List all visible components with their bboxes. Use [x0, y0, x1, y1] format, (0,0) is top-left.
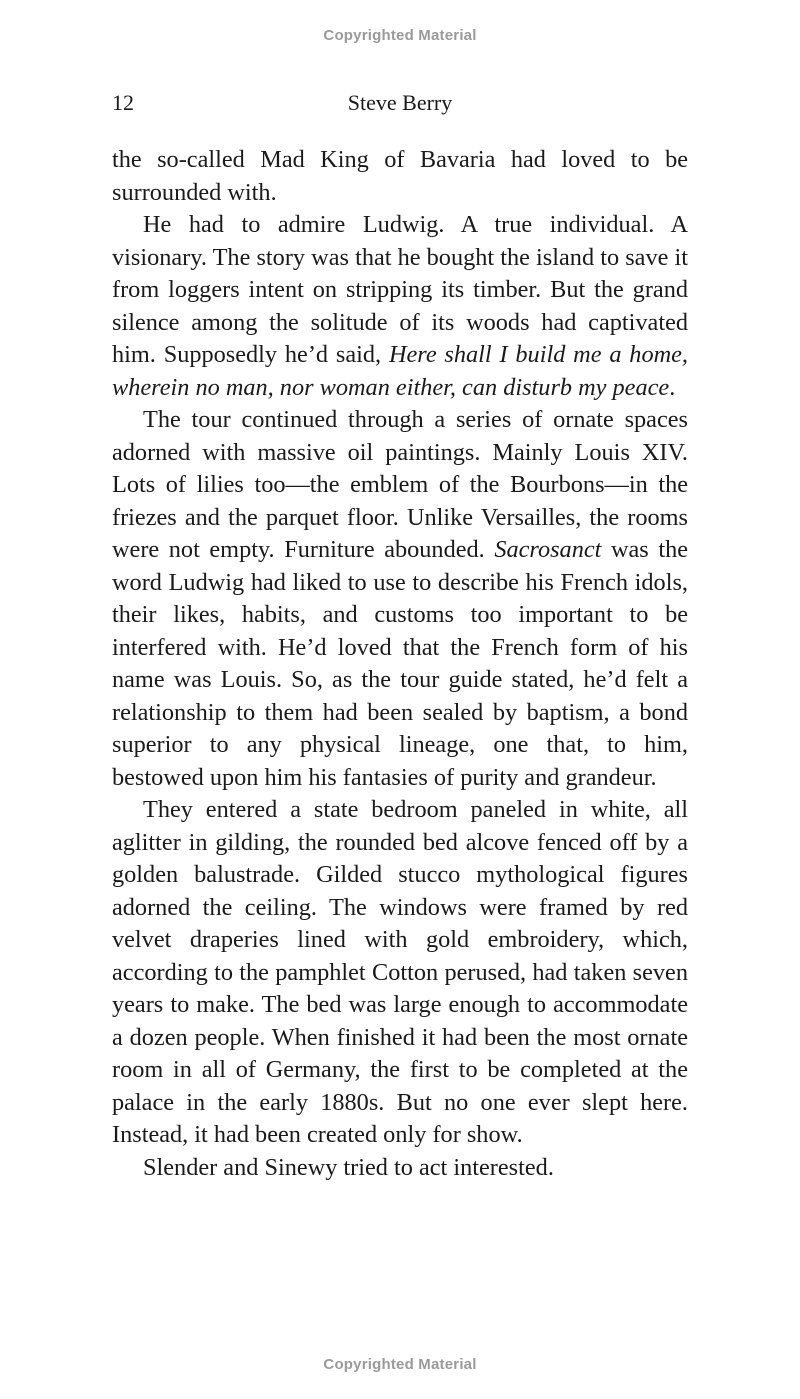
copyright-watermark-top: Copyrighted Material	[323, 27, 477, 44]
paragraph	[112, 404, 688, 794]
paragraph	[112, 209, 688, 404]
italic-quote: Here shall I build me a home, wherein no man, nor woman either, can disturb my peace	[112, 341, 688, 401]
running-head	[112, 90, 688, 118]
author-name: Steve Berry	[347, 90, 453, 115]
paragraph-text: .	[669, 373, 676, 401]
italic-word: Sacrosanct	[494, 536, 602, 563]
body-text	[112, 144, 688, 1184]
paragraph-continued: the so-called Mad King of Bavaria had loved to be surrounded with.	[112, 146, 688, 206]
paragraph-text: The tour continued through a series of ornate spaces adorned with massive oil paintings. Mainly Louis XIV. Lots of lilies too—the emblem of the Bourbons—in the friezes and the parquet floor. Unlike Versailles, the rooms were not empty. Furniture abounded.	[112, 406, 688, 563]
paragraph-text: was the word Ludwig had liked to use to describe his French idols, their likes, habits, and customs too important to be interfered with. He’d loved that the French form of his name was Louis. So, as the tour guide stated, he’d felt a relationship to them had been sealed by baptism, a bond superior to any physical lineage, one that, to him, bestowed upon him his fantasies of purity and grandeur.	[112, 536, 689, 791]
copyright-watermark-bottom: Copyrighted Material	[323, 1356, 477, 1373]
paragraph-text: He had to admire Ludwig. A true individual. A visionary. The story was that he bought the island to save it from loggers intent on stripping its timber. But the grand silence among the solitude of its woods had captivated him. Supposedly he’d said,	[112, 211, 688, 368]
paragraph: Slender and Sinewy tried to act interested.	[143, 1153, 554, 1181]
page-number: 12	[112, 90, 134, 115]
paragraph: They entered a state bedroom paneled in white, all aglitter in gilding, the rounded bed alcove fenced off by a golden balustrade. Gilded stucco mythological figures adorned the ceiling. The windows were framed by red velvet draperies lined with gold embroidery, which, according to the pamphlet Cotton perused, had taken seven years to make. The bed was large enough to accommodate a dozen people. When finished it had been the most ornate room in all of Germany, the first to be completed at the palace in the early 1880s. But no one ever slept here. Instead, it had been created only for show.	[112, 796, 688, 1148]
